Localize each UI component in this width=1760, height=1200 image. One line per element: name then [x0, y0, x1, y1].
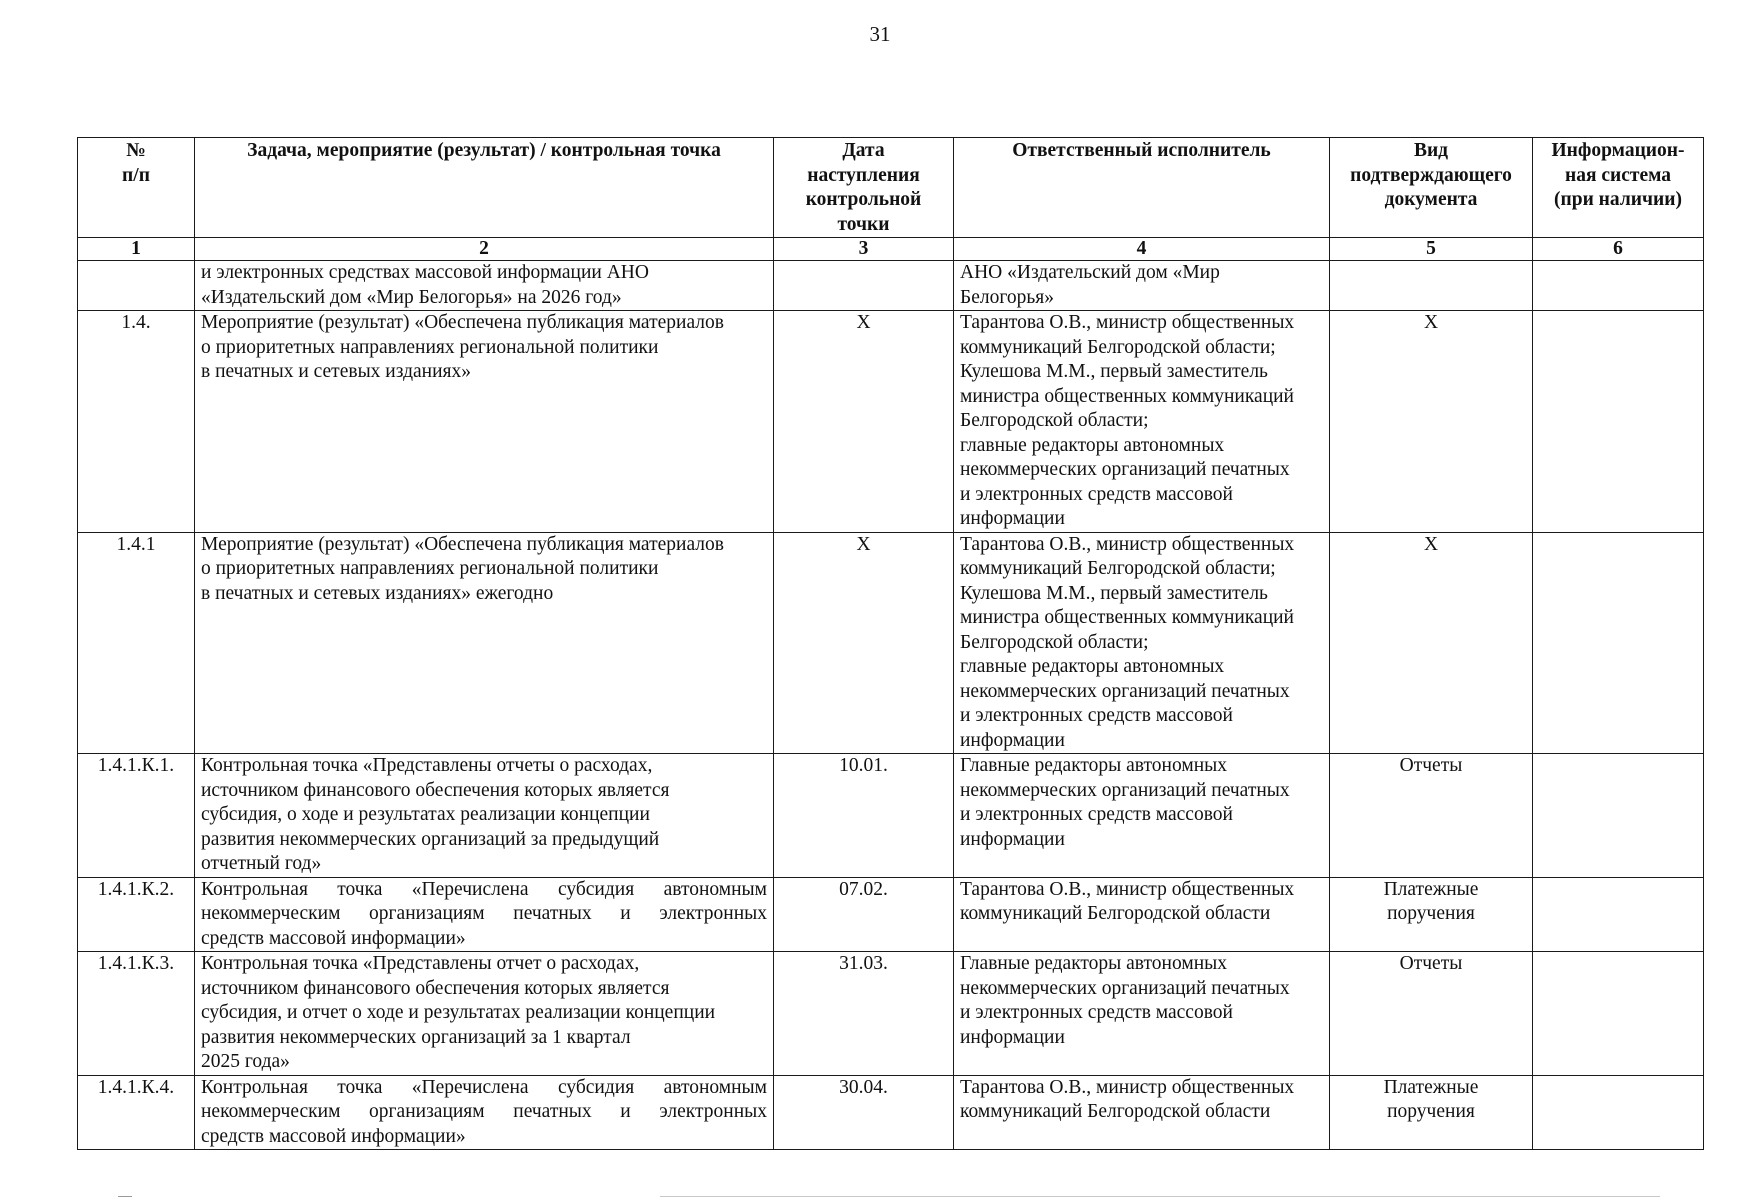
cell-text-line: Тарантова О.В., министр общественных: [960, 533, 1295, 555]
date-cell: 10.01.: [774, 754, 954, 878]
row-number-cell: 1.4.: [78, 311, 195, 533]
table-row: [78, 877, 1704, 952]
header-cell-task: [195, 138, 774, 238]
cell-text-line: Белогорья»: [960, 286, 1054, 308]
date-cell: 30.04.: [774, 1075, 954, 1150]
cell-text-line: источником финансового обеспечения которых является: [201, 779, 670, 801]
cell-text-line: Кулешова М.М., первый заместитель: [960, 582, 1268, 604]
row-number-cell: [78, 261, 195, 311]
cell-text-line: и электронных средств массовой: [960, 1002, 1233, 1023]
cell-text-line: некоммерческих организаций печатных: [960, 680, 1290, 702]
cell-text-line: Главные редакторы автономных: [960, 953, 1227, 974]
cell-text-line: Контрольная точка «Перечислена субсидия автономным: [201, 878, 767, 900]
cell-text-line: АНО «Издательский дом «Мир: [960, 262, 1220, 283]
column-number: 6: [1533, 238, 1704, 261]
row-number-cell: 1.4.1.К.1.: [78, 754, 195, 878]
table-row: [78, 952, 1704, 1076]
cell-text-line: коммуникаций Белгородской области;: [960, 558, 1276, 579]
header-cell-system: [1533, 138, 1704, 238]
cell-text-line: Тарантова О.В., министр общественных: [960, 312, 1295, 333]
cell-text-line: в печатных и сетевых изданиях» ежегодно: [201, 582, 554, 604]
cell-text-line: поручения: [1387, 1101, 1475, 1122]
task-cell: [195, 754, 774, 878]
document-type-cell: [1330, 532, 1533, 754]
cell-text-line: некоммерческих организаций печатных: [960, 977, 1290, 999]
info-system-cell: [1533, 952, 1704, 1076]
table-row: [78, 261, 1704, 311]
row-number-cell: 1.4.1: [78, 532, 195, 754]
info-system-cell: [1533, 532, 1704, 754]
cell-text-line: Платежные: [1383, 878, 1479, 900]
cell-text-line: Х: [1423, 533, 1439, 555]
row-number-cell: 1.4.1.К.3.: [78, 952, 195, 1076]
cell-text-line: средств массовой информации»: [201, 1125, 466, 1147]
cell-text-line: некоммерческих организаций печатных: [960, 459, 1290, 480]
cell-text-line: наступления: [807, 164, 920, 186]
cell-text-line: отчетный год»: [201, 853, 322, 874]
cell-text-line: и электронных средствах массовой информации АНО: [201, 262, 649, 283]
control-points-table: [77, 137, 1704, 1150]
cell-text-line: главные редакторы автономных: [960, 434, 1225, 456]
cell-text-line: Контрольная точка «Перечислена субсидия автономным: [201, 1076, 767, 1098]
column-number: 5: [1330, 238, 1533, 261]
column-number: 3: [774, 238, 954, 261]
task-cell: [195, 877, 774, 952]
cell-text-line: 2025 года»: [201, 1051, 290, 1072]
page-number: 31: [869, 22, 891, 46]
cell-text-line: министра общественных коммуникаций: [960, 385, 1294, 407]
scan-edge-mark: [118, 1196, 132, 1197]
column-number: 2: [195, 238, 774, 261]
cell-text-line: некоммерческим организациям печатных и электронных: [201, 903, 767, 924]
cell-text-line: п/п: [122, 164, 150, 186]
table-header-row: [78, 138, 1704, 238]
cell-text-line: субсидия, о ходе и результатах реализации концепции: [201, 804, 650, 825]
cell-text-line: Отчеты: [1399, 953, 1463, 974]
cell-text-line: о приоритетных направлениях региональной политики: [201, 558, 659, 579]
document-type-cell: [1330, 754, 1533, 878]
cell-text-line: Белгородской области;: [960, 631, 1149, 653]
table-row: [78, 532, 1704, 754]
date-cell: Х: [774, 311, 954, 533]
info-system-cell: [1533, 877, 1704, 952]
cell-text-line: ная система: [1564, 164, 1672, 186]
document-type-cell: [1330, 877, 1533, 952]
document-type-cell: [1330, 1075, 1533, 1150]
header-cell-document: [1330, 138, 1533, 238]
task-cell: [195, 311, 774, 533]
row-number-cell: 1.4.1.К.4.: [78, 1075, 195, 1150]
date-cell: Х: [774, 532, 954, 754]
date-cell: 31.03.: [774, 952, 954, 1076]
cell-text-line: Тарантова О.В., министр общественных: [960, 1076, 1295, 1098]
cell-text-line: Платежные: [1383, 1076, 1479, 1098]
column-number: 1: [78, 238, 195, 261]
cell-text-line: Информацион-: [1551, 140, 1685, 161]
info-system-cell: [1533, 261, 1704, 311]
responsible-cell: [954, 532, 1330, 754]
cell-text-line: Ответственный исполнитель: [1012, 140, 1271, 161]
responsible-cell: [954, 877, 1330, 952]
task-cell: [195, 952, 774, 1076]
cell-text-line: Мероприятие (результат) «Обеспечена публикация материалов: [201, 533, 724, 555]
cell-text-line: «Издательский дом «Мир Белогорья» на 2026 год»: [201, 286, 622, 308]
cell-text-line: в печатных и сетевых изданиях»: [201, 361, 472, 382]
cell-text-line: коммуникаций Белгородской области: [960, 903, 1271, 924]
cell-text-line: информации: [960, 1026, 1065, 1048]
cell-text-line: информации: [960, 508, 1065, 529]
cell-text-line: Кулешова М.М., первый заместитель: [960, 361, 1268, 382]
cell-text-line: Белгородской области;: [960, 410, 1149, 431]
cell-text-line: министра общественных коммуникаций: [960, 607, 1294, 628]
cell-text-line: некоммерческим организациям печатных и электронных: [201, 1101, 767, 1122]
cell-text-line: поручения: [1387, 903, 1475, 924]
cell-text-line: средств массовой информации»: [201, 927, 466, 949]
cell-text-line: информации: [960, 729, 1065, 751]
cell-text-line: Контрольная точка «Представлены отчет о расходах,: [201, 953, 640, 974]
cell-text-line: Х: [1423, 312, 1439, 333]
cell-text-line: Дата: [842, 140, 885, 161]
responsible-cell: [954, 261, 1330, 311]
document-type-cell: [1330, 311, 1533, 533]
date-cell: [774, 261, 954, 311]
cell-text-line: источником финансового обеспечения которых является: [201, 977, 670, 999]
date-cell: 07.02.: [774, 877, 954, 952]
scan-edge-mark: [660, 1196, 1660, 1197]
table-row: [78, 754, 1704, 878]
document-type-cell: [1330, 952, 1533, 1076]
cell-text-line: точки: [837, 213, 890, 235]
table-row: [78, 311, 1704, 533]
cell-text-line: информации: [960, 828, 1065, 850]
info-system-cell: [1533, 311, 1704, 533]
header-cell-responsible: [954, 138, 1330, 238]
column-numbers-row: [78, 238, 1704, 261]
cell-text-line: Тарантова О.В., министр общественных: [960, 878, 1295, 900]
cell-text-line: Контрольная точка «Представлены отчеты о расходах,: [201, 755, 653, 776]
cell-text-line: документа: [1384, 189, 1478, 210]
cell-text-line: Отчеты: [1399, 755, 1463, 776]
cell-text-line: развития некоммерческих организаций за предыдущий: [201, 828, 660, 850]
responsible-cell: [954, 952, 1330, 1076]
info-system-cell: [1533, 754, 1704, 878]
cell-text-line: и электронных средств массовой: [960, 705, 1233, 726]
cell-text-line: Главные редакторы автономных: [960, 755, 1227, 776]
cell-text-line: (при наличии): [1554, 189, 1682, 210]
row-number-cell: 1.4.1.К.2.: [78, 877, 195, 952]
cell-text-line: контрольной: [805, 189, 922, 210]
cell-text-line: коммуникаций Белгородской области: [960, 1101, 1271, 1122]
cell-text-line: главные редакторы автономных: [960, 656, 1225, 677]
task-cell: [195, 532, 774, 754]
cell-text-line: субсидия, и отчет о ходе и результатах реализации концепции: [201, 1002, 716, 1023]
cell-text-line: Задача, мероприятие (результат) / контрольная точка: [247, 140, 721, 161]
cell-text-line: и электронных средств массовой: [960, 804, 1233, 825]
responsible-cell: [954, 754, 1330, 878]
cell-text-line: и электронных средств массовой: [960, 483, 1233, 505]
column-number: 4: [954, 238, 1330, 261]
responsible-cell: [954, 311, 1330, 533]
document-type-cell: [1330, 261, 1533, 311]
header-cell-number: [78, 138, 195, 238]
responsible-cell: [954, 1075, 1330, 1150]
table-row: [78, 1075, 1704, 1150]
cell-text-line: Мероприятие (результат) «Обеспечена публикация материалов: [201, 312, 724, 333]
header-cell-date: [774, 138, 954, 238]
cell-text-line: развития некоммерческих организаций за 1 квартал: [201, 1026, 631, 1048]
cell-text-line: Вид: [1413, 140, 1449, 161]
cell-text-line: коммуникаций Белгородской области;: [960, 336, 1276, 358]
cell-text-line: подтверждающего: [1350, 164, 1512, 186]
cell-text-line: №: [126, 140, 146, 161]
cell-text-line: некоммерческих организаций печатных: [960, 779, 1290, 801]
cell-text-line: о приоритетных направлениях региональной политики: [201, 336, 659, 358]
info-system-cell: [1533, 1075, 1704, 1150]
task-cell: [195, 261, 774, 311]
task-cell: [195, 1075, 774, 1150]
